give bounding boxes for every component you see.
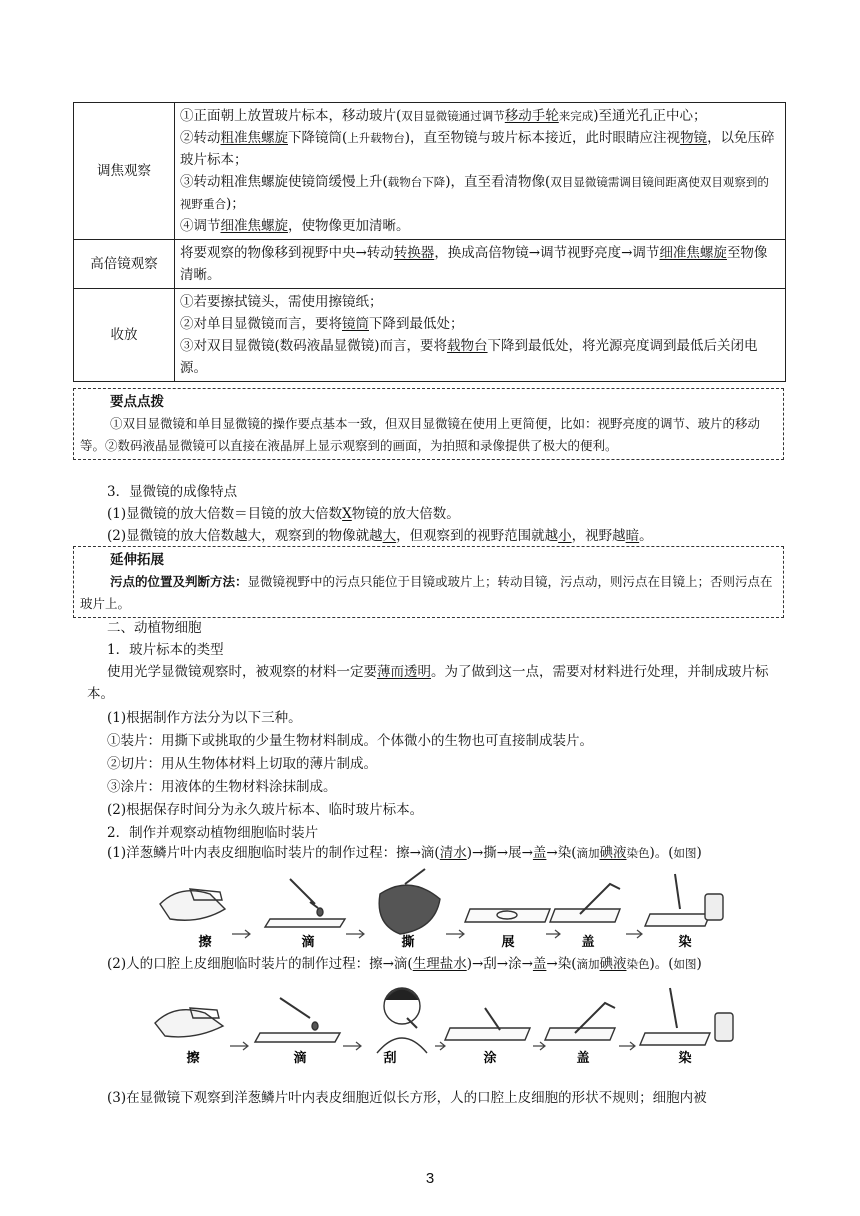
focus-steps-cell [175,103,786,240]
cover-illustration [550,884,620,922]
microscope-operation-table [73,102,786,382]
step-label: 涂 [483,1051,497,1066]
step-label: 滴 [301,935,315,950]
peel-illustration [379,869,440,934]
list-item: ①装片：用撕下或挑取的少量生物材料制成。个体微小的生物也可直接制成装片。 [107,733,593,749]
wipe-illustration [155,1008,223,1037]
row-header-focus: 调焦观察 [74,103,175,240]
drop-illustration [255,998,340,1042]
tips-title: 要点点拨 [110,394,164,410]
scrape-person-illustration [377,988,427,1053]
row-header-high: 高倍镜观察 [74,240,175,289]
step-label: 擦 [198,935,212,950]
step-label: 染 [678,1051,692,1066]
onion-step-labels [198,934,691,950]
part-2-title: 二、动植物细胞 [107,620,202,636]
drop-illustration [265,879,345,927]
store-steps-cell [175,289,786,382]
step-label: 盖 [576,1051,590,1066]
subsection-1-title: 1．玻片标本的类型 [107,642,224,658]
list-item: (1)根据制作方法分为以下三种。 [107,710,302,726]
step-label: 盖 [581,935,595,950]
onion-procedure: (1)洋葱鳞片叶内表皮细胞临时装片的制作过程：擦→滴(清水)→撕→展→盖→染(滴加碘液染色)。(如图) [107,845,702,861]
magnification-effect: (2)显微镜的放大倍数越大，观察到的物像就越大，但观察到的视野范围就越小，视野越暗。 [107,528,653,544]
extension-title: 延伸拓展 [110,552,164,568]
focus-step-1: ①正面朝上放置玻片标本，移动玻片(双目显微镜通过调节移动手轮来完成)至通光孔正中心； [180,108,707,124]
magnification-formula: (1)显微镜的放大倍数＝目镜的放大倍数X物镜的放大倍数。 [107,506,460,522]
step-label: 染 [678,935,692,950]
spread-illustration [465,909,550,922]
focus-step-2: ②转动粗准焦螺旋下降镜筒(上升载物台)，直至物镜与玻片标本接近，此时眼睛应注视物镜，以免压碎玻片标本； [180,130,775,168]
arrow-icons [230,1042,635,1050]
focus-step-3: ③转动粗准焦螺旋使镜筒缓慢上升(载物台下降)，直至看清物像(双目显微镜需调目镜间距离使双目观察到的视野重合)； [180,174,769,212]
step-label: 滴 [293,1051,307,1066]
cover-illustration [545,1003,615,1040]
extension-box [73,546,784,618]
page-number: 3 [425,1170,435,1187]
row-header-store: 收放 [74,289,175,382]
subsection-2-title: 2．制作并观察动植物细胞临时装片 [107,825,319,841]
onion-figure-svg [150,864,730,950]
cheek-procedure: (2)人的口腔上皮细胞临时装片的制作过程：擦→滴(生理盐水)→刮→涂→盖→染(滴加碘液染色)。(如图) [107,956,702,972]
list-item: ②切片：用从生物体材料上切取的薄片制成。 [107,756,377,772]
store-step-1: ①若要擦拭镜头，需使用擦镜纸； [180,294,383,310]
cheek-figure-svg [145,978,745,1066]
extension-body: 污点的位置及判断方法：显微镜视野中的污点只能位于目镜或玻片上；转动目镜，污点动，则污点在目镜上；否则污点在玻片上。 [80,574,773,611]
slide-material-paragraph: 使用光学显微镜观察时，被观察的材料一定要薄而透明。为了做到这一点，需要对材料进行处理，并制成玻片标本。 [87,664,769,702]
list-item: ③涂片：用液体的生物材料涂抹制成。 [107,779,337,795]
store-step-3: ③对双目显微镜(数码液晶显微镜)而言，要将载物台下降到最低处，将光源亮度调到最低后关闭电源。 [180,338,758,376]
focus-step-4: ④调节细准焦螺旋，使物像更加清晰。 [180,218,410,234]
stain-illustration [645,874,723,926]
table-row [74,240,786,289]
tips-body: ①双目显微镜和单目显微镜的操作要点基本一致，但双目显微镜在使用上更简便，比如：视野亮度的调节、玻片的移动等。②数码液晶显微镜可以直接在液晶屏上显示观察到的画面，为拍照和录像提供了极大的便利。 [80,416,761,453]
section-3-title: 3．显微镜的成像特点 [107,484,238,500]
step-label: 擦 [186,1051,200,1066]
list-item: (2)根据保存时间分为永久玻片标本、临时玻片标本。 [107,802,424,818]
step-label: 刮 [383,1051,397,1066]
table-row [74,103,786,240]
table-row [74,289,786,382]
cheek-step-labels [186,1050,691,1066]
stain-illustration [640,988,733,1045]
step-label: 展 [501,935,515,950]
wipe-illustration [160,889,225,920]
high-power-cell: 将要观察的物像移到视野中央→转动转换器，换成高倍物镜→调节视野亮度→调节细准焦螺旋至物像清晰。 [175,240,786,289]
step-label: 撕 [401,935,415,950]
tips-box [73,388,784,460]
cheek-procedure-figure [145,978,745,1066]
smear-illustration [445,1008,530,1040]
observation-paragraph: (3)在显微镜下观察到洋葱鳞片叶内表皮细胞近似长方形，人的口腔上皮细胞的形状不规则；细胞内被 [107,1090,707,1106]
onion-procedure-figure [150,864,730,950]
store-step-2: ②对单目显微镜而言，要将镜筒下降到最低处； [180,316,464,332]
